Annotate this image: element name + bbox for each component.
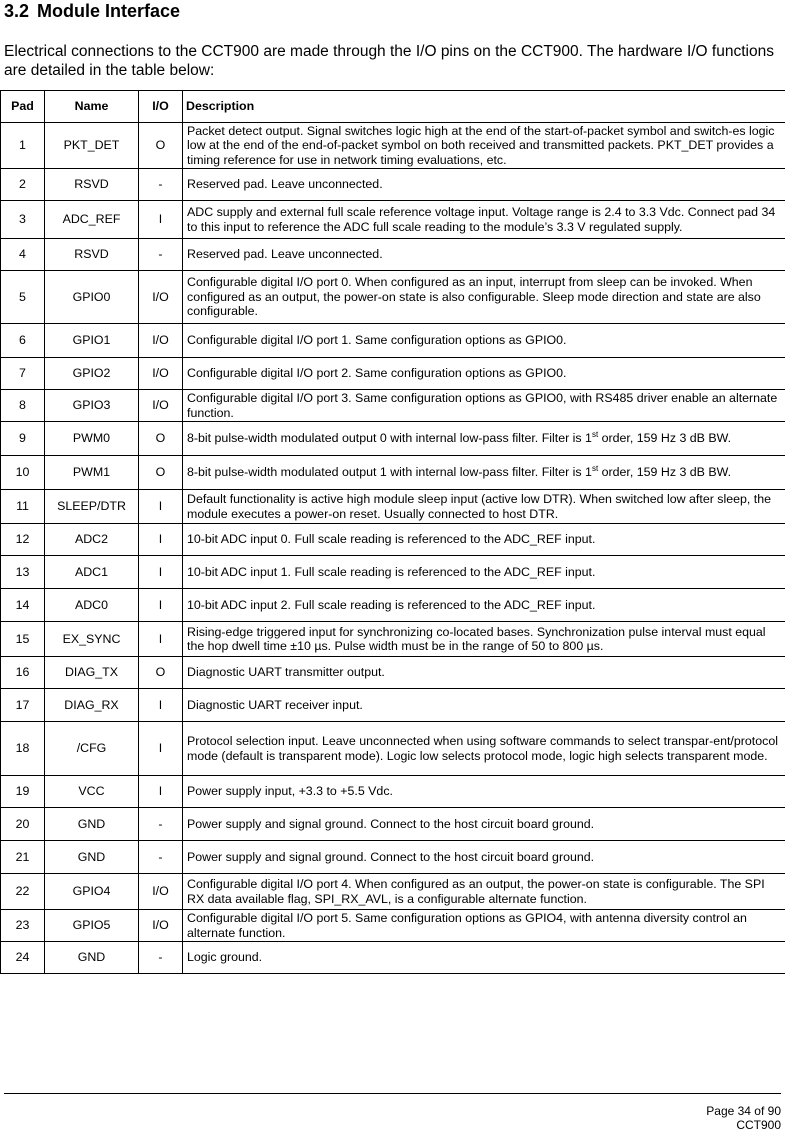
io-cell: I (139, 622, 183, 657)
table-row (1, 689, 785, 722)
name-cell: GPIO0 (45, 271, 139, 324)
name-cell: GND (45, 808, 139, 841)
name-cell: /CFG (45, 722, 139, 776)
table-row (1, 776, 785, 808)
name-cell: GND (45, 942, 139, 974)
table-row (1, 657, 785, 689)
io-cell: - (139, 808, 183, 841)
description-cell: Configurable digital I/O port 2. Same configuration options as GPIO0. (183, 358, 785, 390)
io-cell: O (139, 123, 183, 169)
io-cell: I/O (139, 324, 183, 358)
pad-cell: 13 (1, 556, 45, 589)
io-cell: I/O (139, 874, 183, 910)
description-cell: Configurable digital I/O port 0. When configured as an input, interrupt from sleep can be invoked. When configured as an output, the power-on state is also configurable. Sleep mode direction and state are also configurable. (183, 271, 785, 324)
table-row (1, 622, 785, 657)
page-footer (706, 1104, 781, 1132)
name-cell: EX_SYNC (45, 622, 139, 657)
pad-cell: 3 (1, 201, 45, 239)
section-number: 3.2 (4, 1, 29, 21)
description-cell: Default functionality is active high module sleep input (active low DTR). When switched low after sleep, the module executes a power-on reset. Usually connected to host DTR. (183, 490, 785, 524)
io-cell: I (139, 524, 183, 556)
name-cell: DIAG_RX (45, 689, 139, 722)
table-row (1, 910, 785, 942)
description-cell: Configurable digital I/O port 3. Same configuration options as GPIO0, with RS485 driver enable an alternate function. (183, 390, 785, 422)
table-row (1, 390, 785, 422)
description-cell: ADC supply and external full scale reference voltage input. Voltage range is 2.4 to 3.3 Vdc. Connect pad 34 to this input to reference the ADC full scale reading to the module’s 3.3 V regulated supply. (183, 201, 785, 239)
io-cell: O (139, 657, 183, 689)
table-row (1, 123, 785, 169)
name-cell: VCC (45, 776, 139, 808)
pad-cell: 15 (1, 622, 45, 657)
name-cell: ADC2 (45, 524, 139, 556)
description-text: order, 159 Hz 3 dB BW. (598, 465, 731, 479)
header-name: Name (45, 91, 139, 123)
io-cell: I (139, 589, 183, 622)
intro-paragraph: Electrical connections to the CCT900 are made through the I/O pins on the CCT900. The hardware I/O functions are detailed in the table below: (4, 42, 780, 80)
pad-cell: 23 (1, 910, 45, 942)
io-cell: - (139, 841, 183, 874)
pad-cell: 19 (1, 776, 45, 808)
table-row (1, 841, 785, 874)
name-cell: PKT_DET (45, 123, 139, 169)
pad-cell: 7 (1, 358, 45, 390)
table-row (1, 722, 785, 776)
pad-cell: 8 (1, 390, 45, 422)
pad-cell: 14 (1, 589, 45, 622)
table-row (1, 358, 785, 390)
name-cell: PWM1 (45, 456, 139, 490)
table-row (1, 456, 785, 490)
description-cell: Configurable digital I/O port 4. When configured as an output, the power-on state is configurable. The SPI RX data available flag, SPI_RX_AVL, is a configurable alternate function. (183, 874, 785, 910)
name-cell: ADC0 (45, 589, 139, 622)
table-row (1, 201, 785, 239)
io-cell: I/O (139, 271, 183, 324)
description-cell: Protocol selection input. Leave unconnected when using software commands to select transpar-ent/protocol mode (default is transparent mode). Logic low selects protocol mode, logic high selects transparent mode. (183, 722, 785, 776)
description-cell: Diagnostic UART receiver input. (183, 689, 785, 722)
table-row (1, 589, 785, 622)
io-cell: I/O (139, 390, 183, 422)
description-cell: Configurable digital I/O port 1. Same configuration options as GPIO0. (183, 324, 785, 358)
table-row (1, 324, 785, 358)
pad-cell: 17 (1, 689, 45, 722)
pad-cell: 20 (1, 808, 45, 841)
ordinal-superscript: st (592, 430, 598, 439)
description-cell: 10-bit ADC input 2. Full scale reading is referenced to the ADC_REF input. (183, 589, 785, 622)
table-row (1, 422, 785, 456)
description-text: order, 159 Hz 3 dB BW. (598, 431, 731, 445)
name-cell: GPIO2 (45, 358, 139, 390)
description-cell: Power supply and signal ground. Connect to the host circuit board ground. (183, 841, 785, 874)
description-text: 8-bit pulse-width modulated output 1 with internal low-pass filter. Filter is 1 (187, 465, 592, 479)
name-cell: RSVD (45, 239, 139, 271)
io-cell: I/O (139, 910, 183, 942)
description-cell: Packet detect output. Signal switches logic high at the end of the start-of-packet symbol and switch-es logic low at the end of the end-of-packet symbol on both received and transmitted packets. PKT_DET provides a timing reference for use in network timing evaluations, etc. (183, 123, 785, 169)
description-cell (183, 456, 785, 490)
table-row (1, 169, 785, 201)
name-cell: GPIO5 (45, 910, 139, 942)
name-cell: SLEEP/DTR (45, 490, 139, 524)
table-row (1, 524, 785, 556)
pad-cell: 12 (1, 524, 45, 556)
header-description: Description (183, 91, 785, 123)
name-cell: DIAG_TX (45, 657, 139, 689)
io-cell: - (139, 239, 183, 271)
io-cell: I (139, 722, 183, 776)
table-row (1, 874, 785, 910)
description-cell: Rising-edge triggered input for synchronizing co-located bases. Synchronization pulse interval must equal the hop dwell time ±10 µs. Pulse width must be in the range of 50 to 800 µs. (183, 622, 785, 657)
pad-cell: 10 (1, 456, 45, 490)
pin-table (0, 90, 785, 974)
table-row (1, 942, 785, 974)
description-cell: Diagnostic UART transmitter output. (183, 657, 785, 689)
description-cell: Logic ground. (183, 942, 785, 974)
footer-divider (4, 1093, 781, 1094)
pad-cell: 24 (1, 942, 45, 974)
table-row (1, 490, 785, 524)
io-cell: I (139, 556, 183, 589)
pad-cell: 6 (1, 324, 45, 358)
page-number: Page 34 of 90 (706, 1104, 781, 1118)
description-cell: Configurable digital I/O port 5. Same configuration options as GPIO4, with antenna diversity control an alternate function. (183, 910, 785, 942)
description-cell: Power supply input, +3.3 to +5.5 Vdc. (183, 776, 785, 808)
io-cell: I (139, 776, 183, 808)
io-cell: O (139, 422, 183, 456)
table-header-row (1, 91, 785, 123)
io-cell: - (139, 169, 183, 201)
pad-cell: 5 (1, 271, 45, 324)
pad-cell: 2 (1, 169, 45, 201)
table-row (1, 271, 785, 324)
pad-cell: 4 (1, 239, 45, 271)
section-title: Module Interface (37, 1, 180, 21)
io-cell: I (139, 689, 183, 722)
table-row (1, 239, 785, 271)
pad-cell: 18 (1, 722, 45, 776)
table-row (1, 808, 785, 841)
name-cell: ADC1 (45, 556, 139, 589)
section-heading (4, 0, 180, 22)
document-id: CCT900 (706, 1118, 781, 1132)
ordinal-superscript: st (592, 464, 598, 473)
io-cell: I (139, 490, 183, 524)
description-cell: 10-bit ADC input 0. Full scale reading is referenced to the ADC_REF input. (183, 524, 785, 556)
table-row (1, 556, 785, 589)
description-cell: 10-bit ADC input 1. Full scale reading is referenced to the ADC_REF input. (183, 556, 785, 589)
io-cell: O (139, 456, 183, 490)
io-cell: I/O (139, 358, 183, 390)
io-cell: - (139, 942, 183, 974)
name-cell: RSVD (45, 169, 139, 201)
pad-cell: 11 (1, 490, 45, 524)
name-cell: GPIO3 (45, 390, 139, 422)
pad-cell: 16 (1, 657, 45, 689)
description-text: 8-bit pulse-width modulated output 0 with internal low-pass filter. Filter is 1 (187, 431, 592, 445)
pad-cell: 1 (1, 123, 45, 169)
io-cell: I (139, 201, 183, 239)
pad-cell: 9 (1, 422, 45, 456)
description-cell: Reserved pad. Leave unconnected. (183, 239, 785, 271)
header-io: I/O (139, 91, 183, 123)
header-pad: Pad (1, 91, 45, 123)
pad-cell: 21 (1, 841, 45, 874)
description-cell: Power supply and signal ground. Connect to the host circuit board ground. (183, 808, 785, 841)
name-cell: ADC_REF (45, 201, 139, 239)
name-cell: GND (45, 841, 139, 874)
name-cell: GPIO1 (45, 324, 139, 358)
description-cell: Reserved pad. Leave unconnected. (183, 169, 785, 201)
pad-cell: 22 (1, 874, 45, 910)
description-cell (183, 422, 785, 456)
name-cell: PWM0 (45, 422, 139, 456)
name-cell: GPIO4 (45, 874, 139, 910)
